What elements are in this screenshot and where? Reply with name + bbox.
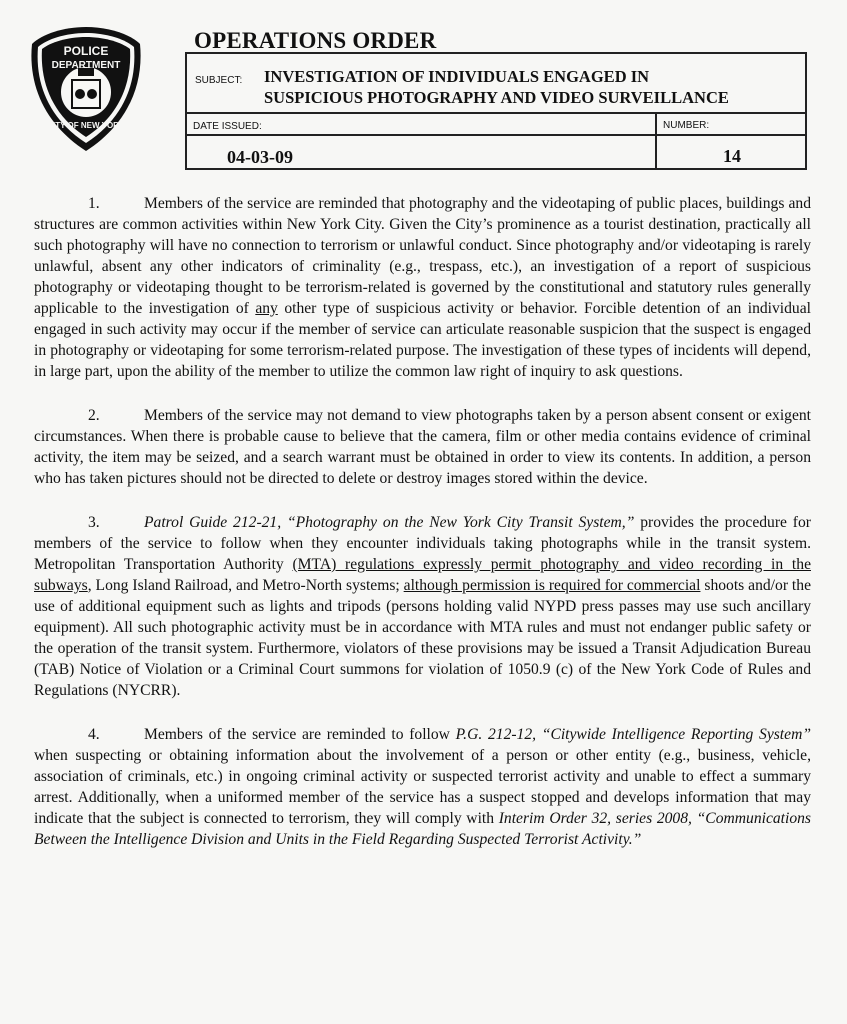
paragraph-text: shoots and/or the use of additional equipment such as lights and tripods (persons holding valid NYPD press passes may use such ancillary equipment). All such photographic activity must be in accordance with MTA rules and must not endanger public safety or the operation of the transit system. Furthermore, violators of these provisions may be issued a Transit Adjudication Bureau (TAB) Notice of Violation or a Criminal Court summons for violation of 1050.9 (c) of the New York Code of Rules and Regulations (NYCRR). [34,577,811,699]
badge-bottom-text: CITY OF NEW YORK [47,121,125,130]
paragraph-number: 3. [88,514,100,531]
paragraph-2 [34,405,811,489]
date-issued-value: 04-03-09 [227,147,293,167]
header-box [185,52,807,170]
label-row [187,116,805,136]
paragraph-text: provides the procedure for members of the service to follow when they encounter individuals taking photographs while in the transit system. Metropolitan Transportation Authority [34,514,811,573]
subject-label: SUBJECT: [195,75,243,86]
column-divider [655,114,657,170]
paragraph-number: 1. [88,195,100,212]
document-title: OPERATIONS ORDER [194,28,437,53]
paragraph-4 [34,724,811,850]
order-body [34,193,811,873]
paragraph-text: Members of the service are reminded to follow [144,726,456,743]
paragraph-text: other type of suspicious activity or behavior. Forcible detention of an individual engaged in such activity may occur if the member of service can articulate reasonable suspicion that the suspect is engaged in photography or videotaping for some terrorism-related purpose. The investigation of these types of incidents will depend, in large part, upon the ability of the member to utilize the common law right of inquiry to ask questions. [34,300,811,380]
police-shield-icon [28,24,144,154]
subject-text [264,66,729,108]
order-number-value: 14 [723,146,741,166]
nypd-badge-logo [28,24,144,154]
paragraph-text: when suspecting or obtaining information about the involvement of a person or other entity (e.g., business, vehicle, association of criminals, etc.) in ongoing criminal activity or suspected terrorist activity and unable to effect a summary arrest. Additionally, when a uniformed member of the service has a suspect stopped and develops information that may indicate that the subject is connected to terrorism, they will comply with [34,747,811,827]
number-label: NUMBER: [663,120,710,131]
italic-citation: P.G. 212-12, “Citywide Intelligence Reporting System” [455,726,811,743]
italic-citation: Patrol Guide 212-21, “Photography on the New York City Transit System,” [144,514,635,531]
underlined-text: (MTA) regulations expressly permit photography and video recording in the subways [34,556,811,594]
paragraph-3 [34,512,811,701]
paragraph-text: Members of the service are reminded that photography and the videotaping of public places, buildings and structures are common activities within New York City. Given the City’s prominence as a tourist destination, practically all such photography will have no connection to terrorism or unlawful conduct. Since photography and/or videotaping is rarely unlawful, absent any other indicators of criminality (e.g., trespass, etc.), an investigation of a report of suspicious photography or videotaping thought to be terrorism-related is governed by the constitutional and statutory rules generally applicable to the investigation of [34,195,811,317]
underlined-text: although permission is required for commercial [403,577,701,594]
paragraph-1 [34,193,811,382]
badge-top-text: POLICE [63,44,109,58]
paragraph-number: 4. [88,726,100,743]
paragraph-text: Members of the service may not demand to view photographs taken by a person absent consent or exigent circumstances. When there is probable cause to believe that the camera, film or other media contains evidence of criminal activity, the item may be seized, and a search warrant must be obtained in order to view its contents. In addition, a person who has taken pictures should not be directed to delete or destroy images stored within the device. [34,407,811,487]
subject-row [187,54,805,114]
paragraph-text: , Long Island Railroad, and Metro-North systems; [87,577,404,594]
subject-line-2: SUSPICIOUS PHOTOGRAPHY AND VIDEO SURVEILLANCE [264,88,729,107]
underlined-text: any [255,300,278,317]
paragraph-number: 2. [88,407,100,424]
subject-line-1: INVESTIGATION OF INDIVIDUALS ENGAGED IN [264,67,650,86]
date-issued-label: DATE ISSUED: [193,121,262,132]
badge-middle-text: DEPARTMENT [51,60,121,71]
italic-citation: Interim Order 32, series 2008, “Communications Between the Intelligence Division and Units in the Field Regarding Suspected Terrorist Activity.” [34,810,811,848]
